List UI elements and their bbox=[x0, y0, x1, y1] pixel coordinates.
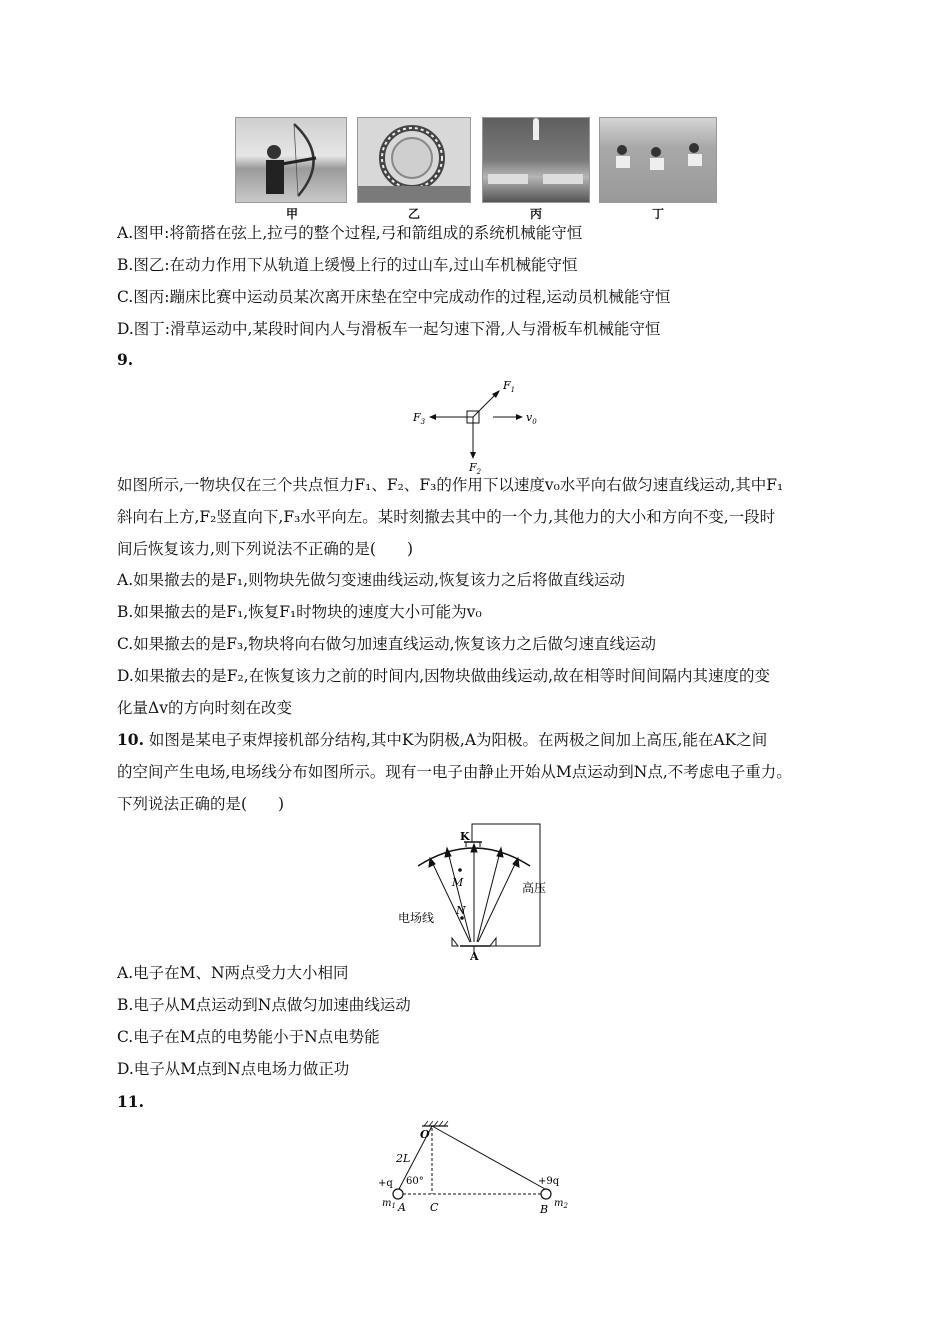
q9-option-d-line-2: 化量Δv的方向时刻在改变 bbox=[117, 699, 292, 717]
caption-jia: 甲 bbox=[286, 207, 299, 221]
q9-stem-line-1: 如图所示,一物块仅在三个共点恒力F₁、F₂、F₃的作用下以速度v₀水平向右做匀速直线运动,其中F₁ bbox=[117, 476, 784, 494]
q10-electron-beam-diagram bbox=[390, 822, 560, 962]
label-high-voltage: 高压 bbox=[522, 881, 547, 895]
q8-option-d: D.图丁:滑草运动中,某段时间内人与滑板车一起匀速下滑,人与滑板车机械能守恒 bbox=[117, 320, 661, 338]
label-c-point: C bbox=[430, 1201, 439, 1214]
q9-force-diagram bbox=[405, 375, 555, 475]
q9-stem-line-3: 间后恢复该力,则下列说法不正确的是( ) bbox=[117, 540, 414, 558]
q11-charge-diagram bbox=[372, 1118, 582, 1218]
q10-option-a: A.电子在M、N两点受力大小相同 bbox=[117, 964, 349, 982]
ball-a bbox=[393, 1189, 403, 1199]
rollercoaster-sketch bbox=[358, 118, 470, 202]
label-m1: $m_1$ bbox=[382, 1198, 396, 1210]
trampoline-sketch bbox=[483, 118, 589, 202]
q10-stem-line-1 bbox=[117, 729, 767, 751]
q10-stem-text: 如图是某电子束焊接机部分结构,其中K为阴极,A为阳极。在两极之间加上高压,能在AK之间 bbox=[148, 731, 768, 749]
photo-grass-sliding bbox=[599, 117, 717, 203]
q10-option-b: B.电子从M点运动到N点做匀加速曲线运动 bbox=[117, 996, 411, 1014]
q8-option-a: A.图甲:将箭搭在弦上,拉弓的整个过程,弓和箭组成的系统机械能守恒 bbox=[117, 224, 583, 242]
label-f1: $F_1$ bbox=[503, 379, 516, 394]
label-f2: $F_2$ bbox=[469, 461, 482, 475]
q8-option-b: B.图乙:在动力作用下从轨道上缓慢上行的过山车,过山车机械能守恒 bbox=[117, 256, 578, 274]
q10-stem-line-3: 下列说法正确的是( ) bbox=[117, 795, 285, 813]
photo-trampoline bbox=[482, 117, 590, 203]
label-m2: $m_2$ bbox=[554, 1198, 568, 1210]
label-charge-a: +q bbox=[378, 1178, 393, 1189]
label-field-line: 电场线 bbox=[398, 911, 435, 925]
q10-option-c: C.电子在M点的电势能小于N点电势能 bbox=[117, 1028, 380, 1046]
label-f3: $F_3$ bbox=[413, 411, 426, 426]
label-length: 2L bbox=[396, 1152, 411, 1165]
q9-option-a: A.如果撤去的是F₁,则物块先做匀变速曲线运动,恢复该力之后将做直线运动 bbox=[117, 571, 625, 589]
q10-number: 10. bbox=[117, 730, 144, 749]
q9-option-b: B.如果撤去的是F₁,恢复F₁时物块的速度大小可能为v₀ bbox=[117, 603, 482, 621]
label-n: N bbox=[456, 904, 466, 917]
label-o: O bbox=[420, 1128, 430, 1141]
field-lines bbox=[429, 844, 519, 942]
caption-bing: 丙 bbox=[530, 207, 543, 221]
q8-option-c: C.图丙:蹦床比赛中运动员某次离开床垫在空中完成动作的过程,运动员机械能守恒 bbox=[117, 288, 671, 306]
q9-number: 9. bbox=[117, 350, 134, 369]
photo-rollercoaster bbox=[357, 117, 471, 203]
label-v0: $v_0$ bbox=[526, 411, 537, 426]
label-k: K bbox=[460, 830, 470, 843]
label-m: M bbox=[452, 876, 464, 889]
q10-stem-line-2: 的空间产生电场,电场线分布如图所示。现有一电子由静止开始从M点运动到N点,不考虑电子重力。 bbox=[117, 763, 792, 781]
q9-option-d-line-1: D.如果撤去的是F₂,在恢复该力之前的时间内,因物块做曲线运动,故在相等时间间隔内其速度的变 bbox=[117, 667, 771, 685]
label-a: A bbox=[470, 950, 479, 962]
label-a-point: A bbox=[398, 1201, 406, 1214]
ball-b bbox=[541, 1189, 551, 1199]
q11-number: 11. bbox=[117, 1092, 144, 1111]
q9-stem-line-2: 斜向右上方,F₂竖直向下,F₃水平向左。某时刻撤去其中的一个力,其他力的大小和方向不变,一段时 bbox=[117, 508, 776, 526]
archery-sketch bbox=[236, 118, 346, 202]
label-b-point: B bbox=[540, 1203, 549, 1216]
grass-sliding-sketch bbox=[600, 118, 716, 202]
photo-archery bbox=[235, 117, 347, 203]
caption-ding: 丁 bbox=[652, 207, 665, 221]
label-angle: 60° bbox=[406, 1176, 424, 1187]
q9-option-c: C.如果撤去的是F₃,物块将向右做匀加速直线运动,恢复该力之后做匀速直线运动 bbox=[117, 635, 657, 653]
caption-yi: 乙 bbox=[408, 207, 421, 221]
q10-option-d: D.电子从M点到N点电场力做正功 bbox=[117, 1060, 350, 1078]
label-charge-b: +9q bbox=[538, 1176, 560, 1187]
